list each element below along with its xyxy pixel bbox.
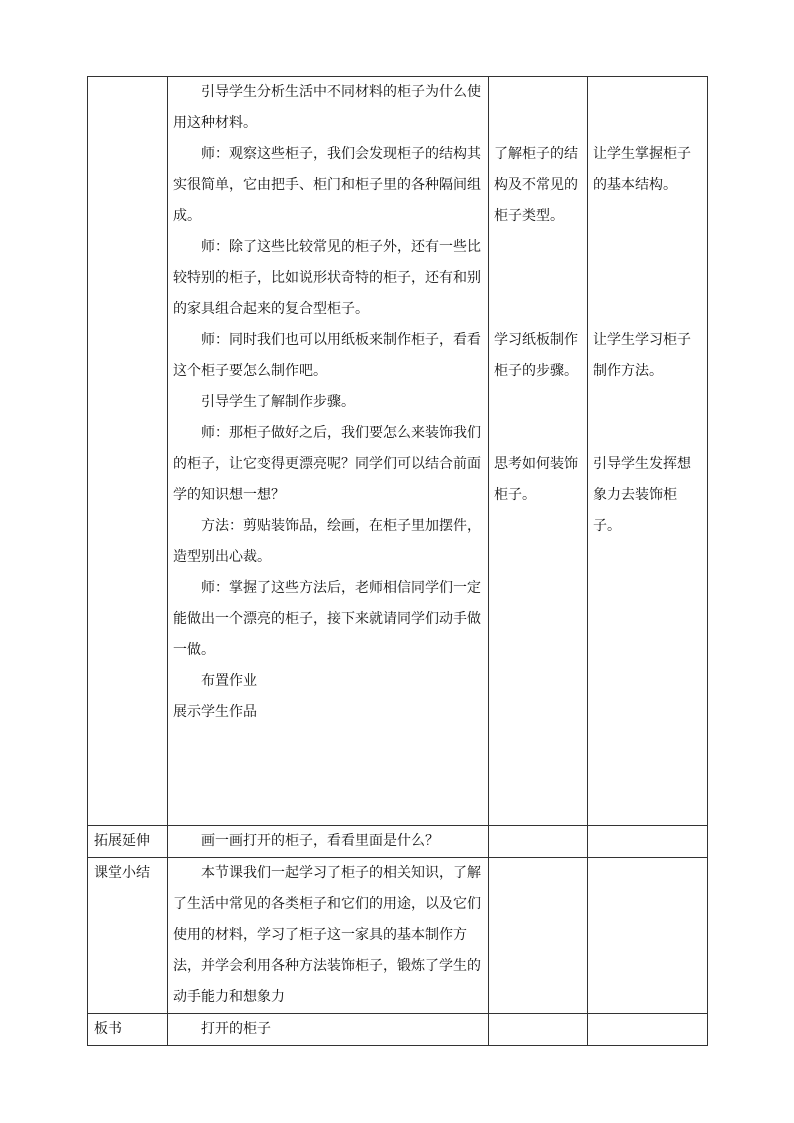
student-activity: 学习纸板制作柜子的步骤。 [494, 332, 578, 379]
board-label: 板书 [94, 1021, 122, 1037]
teacher-line: 师：除了这些比较常见的柜子外，还有一些比较特别的柜子，比如说形状奇特的柜子，还有和别的家具组合起来的复合型柜子。 [173, 239, 481, 317]
empty-cell [489, 1014, 588, 1046]
teacher-line: 师：观察这些柜子，我们会发现柜子的结构其实很简单，它由把手、柜门和柜子里的各种隔间组成。 [173, 146, 481, 224]
extension-content: 画一画打开的柜子，看看里面是什么？ [201, 833, 439, 849]
student-activity: 了解柜子的结构及不常见的柜子类型。 [494, 146, 578, 224]
teacher-line: 师：掌握了这些方法后，老师相信同学们一定能做出一个漂亮的柜子，接下来就请同学们动手做一做。 [173, 580, 481, 658]
teacher-line: 师：同时我们也可以用纸板来制作柜子，看看这个柜子要怎么制作吧。 [173, 332, 481, 379]
summary-label: 课堂小结 [94, 865, 150, 881]
extension-row [88, 826, 708, 858]
board-content-cell [168, 1014, 489, 1046]
extension-label-cell [88, 826, 168, 858]
design-intent: 引导学生发挥想象力去装饰柜子。 [593, 456, 691, 534]
design-intent: 让学生学习柜子制作方法。 [593, 332, 691, 379]
lesson-plan-table [87, 76, 708, 1046]
board-content: 打开的柜子 [201, 1021, 271, 1037]
empty-cell [588, 858, 708, 1014]
summary-row [88, 858, 708, 1014]
teacher-line: 布置作业 [201, 673, 257, 689]
empty-cell [489, 858, 588, 1014]
design-intent: 让学生掌握柜子的基本结构。 [593, 146, 691, 193]
board-row [88, 1014, 708, 1046]
summary-content-cell [168, 858, 489, 1014]
board-label-cell [88, 1014, 168, 1046]
teacher-line: 师：那柜子做好之后，我们要怎么来装饰我们的柜子，让它变得更漂亮呢？同学们可以结合前面学的知识想一想？ [173, 425, 481, 503]
teacher-line: 方法：剪贴装饰品，绘画，在柜子里加摆件，造型别出心裁。 [173, 518, 481, 565]
summary-content: 本节课我们一起学习了柜子的相关知识，了解了生活中常见的各类柜子和它们的用途，以及它们使用的材料，学习了柜子这一家具的基本制作方法，并学会利用各种方法装饰柜子，锻炼了学生的动手能力和想象力 [173, 865, 481, 1005]
extension-label: 拓展延伸 [94, 833, 150, 849]
empty-cell [489, 826, 588, 858]
teacher-line: 引导学生分析生活中不同材料的柜子为什么使用这种材料。 [173, 84, 481, 131]
extension-content-cell [168, 826, 489, 858]
empty-cell [588, 826, 708, 858]
teacher-line: 展示学生作品 [173, 704, 257, 720]
section-label-cell [88, 77, 168, 826]
teacher-line: 引导学生了解制作步骤。 [201, 394, 355, 410]
teaching-process-row [88, 77, 708, 826]
design-intent-cell [588, 77, 708, 826]
summary-label-cell [88, 858, 168, 1014]
empty-cell [588, 1014, 708, 1046]
teacher-activity-cell [168, 77, 489, 826]
student-activity: 思考如何装饰柜子。 [494, 456, 578, 503]
student-activity-cell [489, 77, 588, 826]
